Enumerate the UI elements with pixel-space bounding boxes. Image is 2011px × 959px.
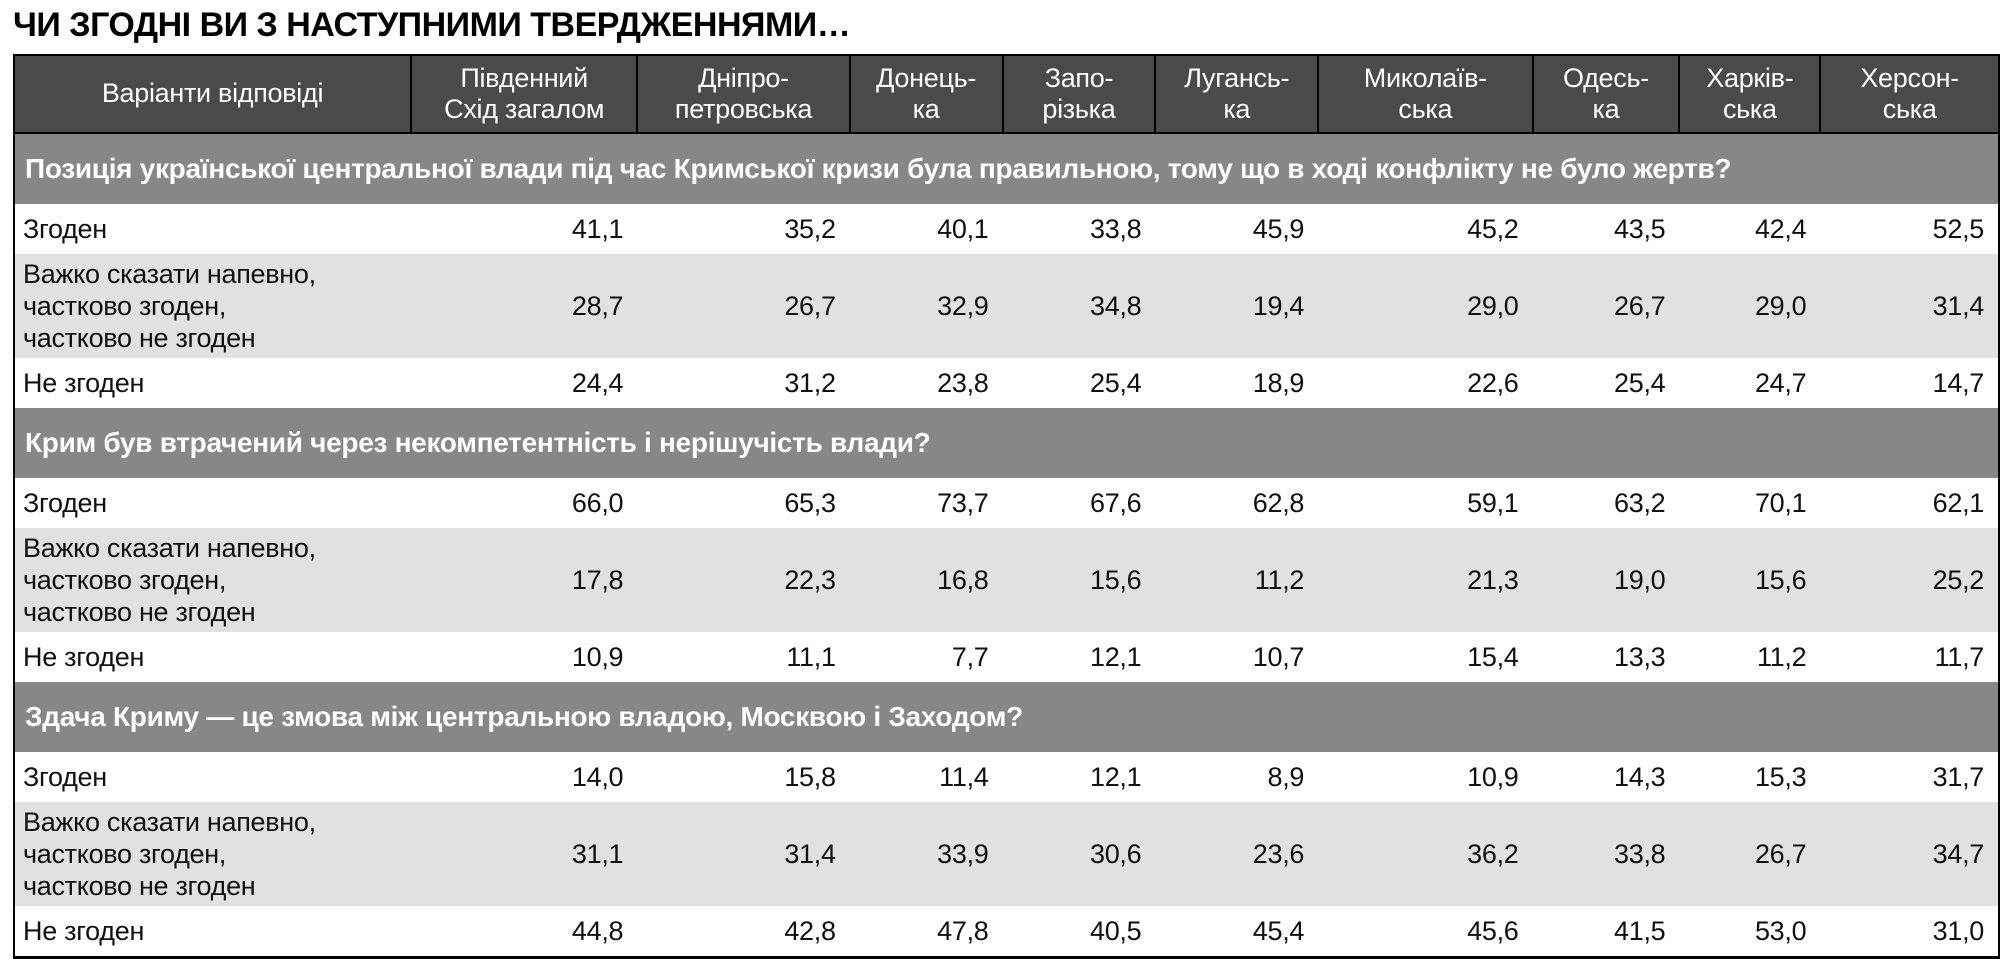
label-line: Не згоден [23, 368, 145, 398]
section-question: Крим був втрачений через некомпетентність і нерішучість влади? [14, 408, 1999, 478]
table-row [14, 254, 1999, 358]
header-cell-zaporizka [1003, 55, 1156, 133]
table-row [14, 528, 1999, 632]
value-cell: 31,0 [1820, 906, 1999, 958]
answer-label-cell [14, 906, 411, 958]
value-cell: 47,8 [850, 906, 1003, 958]
header-line: Донець- [876, 62, 977, 93]
value-cell: 24,7 [1679, 358, 1820, 408]
header-cell-luhanska [1155, 55, 1318, 133]
value-cell: 45,9 [1155, 204, 1318, 254]
header-line: Дніпро- [698, 62, 789, 93]
value-cell: 31,1 [411, 802, 637, 906]
value-cell: 21,3 [1318, 528, 1532, 632]
header-cell-dnipropetrovska [637, 55, 849, 133]
value-cell: 15,6 [1003, 528, 1156, 632]
answer-label-cell [14, 478, 411, 528]
value-cell: 7,7 [850, 632, 1003, 682]
table-row [14, 802, 1999, 906]
value-cell: 40,1 [850, 204, 1003, 254]
section-question: Позиція української центральної влади під час Кримської кризи була правильною, тому що в ході конфлікту не було жертв? [14, 133, 1999, 204]
label-line: Не згоден [23, 642, 145, 672]
answer-label-cell [14, 752, 411, 802]
survey-table [13, 54, 2000, 959]
header-line: ка [1223, 94, 1251, 124]
label-line: Згоден [23, 488, 107, 518]
value-cell: 34,7 [1820, 802, 1999, 906]
value-cell: 45,2 [1318, 204, 1532, 254]
value-cell: 52,5 [1820, 204, 1999, 254]
value-cell: 15,8 [637, 752, 849, 802]
section-question-row [14, 682, 1999, 752]
value-cell: 40,5 [1003, 906, 1156, 958]
value-cell: 63,2 [1533, 478, 1680, 528]
header-line: Миколаїв- [1363, 62, 1487, 93]
table-row [14, 478, 1999, 528]
value-cell: 11,7 [1820, 632, 1999, 682]
header-line: різька [1042, 94, 1116, 124]
value-cell: 10,9 [411, 632, 637, 682]
value-cell: 31,7 [1820, 752, 1999, 802]
value-cell: 53,0 [1679, 906, 1820, 958]
value-cell: 44,8 [411, 906, 637, 958]
label-line: Не згоден [23, 916, 145, 946]
page [0, 6, 2011, 959]
value-cell: 66,0 [411, 478, 637, 528]
header-line: Харків- [1706, 62, 1794, 93]
answer-label-cell [14, 254, 411, 358]
header-line: ська [1722, 94, 1777, 124]
value-cell: 33,8 [1003, 204, 1156, 254]
answer-label-cell [14, 802, 411, 906]
value-cell: 41,1 [411, 204, 637, 254]
answer-label-cell [14, 632, 411, 682]
header-cell-answer-options [14, 55, 411, 133]
header-cell-khersonska [1820, 55, 1999, 133]
table-row [14, 632, 1999, 682]
header-line: ка [1592, 94, 1620, 124]
label-line: Важко сказати напевно, [23, 807, 316, 837]
value-cell: 67,6 [1003, 478, 1156, 528]
header-cell-kharkivska [1679, 55, 1820, 133]
label-line: частково згоден, [23, 839, 227, 869]
header-line: Схід загалом [444, 94, 605, 124]
value-cell: 15,3 [1679, 752, 1820, 802]
table-row [14, 906, 1999, 958]
value-cell: 25,4 [1003, 358, 1156, 408]
value-cell: 15,4 [1318, 632, 1532, 682]
value-cell: 19,4 [1155, 254, 1318, 358]
value-cell: 8,9 [1155, 752, 1318, 802]
label-line: частково не згоден [23, 323, 256, 353]
value-cell: 35,2 [637, 204, 849, 254]
value-cell: 12,1 [1003, 632, 1156, 682]
value-cell: 43,5 [1533, 204, 1680, 254]
value-cell: 10,9 [1318, 752, 1532, 802]
value-cell: 31,4 [1820, 254, 1999, 358]
header-line: Варіанти відповіді [101, 78, 324, 109]
value-cell: 22,6 [1318, 358, 1532, 408]
value-cell: 25,2 [1820, 528, 1999, 632]
value-cell: 11,4 [850, 752, 1003, 802]
header-line: ська [1882, 94, 1937, 124]
value-cell: 10,7 [1155, 632, 1318, 682]
value-cell: 32,9 [850, 254, 1003, 358]
header-cell-odeska [1533, 55, 1680, 133]
section-question-row [14, 133, 1999, 204]
label-line: частково не згоден [23, 597, 256, 627]
value-cell: 42,4 [1679, 204, 1820, 254]
value-cell: 42,8 [637, 906, 849, 958]
header-line: Лугансь- [1184, 62, 1290, 93]
value-cell: 18,9 [1155, 358, 1318, 408]
value-cell: 59,1 [1318, 478, 1532, 528]
value-cell: 29,0 [1318, 254, 1532, 358]
page-title: ЧИ ЗГОДНІ ВИ З НАСТУПНИМИ ТВЕРДЖЕННЯМИ… [13, 6, 851, 44]
value-cell: 14,3 [1533, 752, 1680, 802]
label-line: частково згоден, [23, 565, 227, 595]
value-cell: 26,7 [637, 254, 849, 358]
value-cell: 12,1 [1003, 752, 1156, 802]
label-line: частково не згоден [23, 871, 256, 901]
section-question-row [14, 408, 1999, 478]
value-cell: 23,8 [850, 358, 1003, 408]
header-line: Херсон- [1860, 62, 1959, 93]
value-cell: 28,7 [411, 254, 637, 358]
value-cell: 11,1 [637, 632, 849, 682]
label-line: Згоден [23, 214, 107, 244]
header-cell-donetska [850, 55, 1003, 133]
label-line: Важко сказати напевно, [23, 259, 316, 289]
label-line: частково згоден, [23, 291, 227, 321]
value-cell: 24,4 [411, 358, 637, 408]
value-cell: 45,6 [1318, 906, 1532, 958]
answer-label-cell [14, 528, 411, 632]
header-line: Одесь- [1562, 62, 1649, 93]
value-cell: 73,7 [850, 478, 1003, 528]
value-cell: 11,2 [1155, 528, 1318, 632]
header-row [14, 55, 1999, 133]
value-cell: 17,8 [411, 528, 637, 632]
header-cell-southeast-total [411, 55, 637, 133]
header-line: Запо- [1044, 62, 1114, 93]
value-cell: 65,3 [637, 478, 849, 528]
value-cell: 31,4 [637, 802, 849, 906]
value-cell: 19,0 [1533, 528, 1680, 632]
value-cell: 16,8 [850, 528, 1003, 632]
value-cell: 30,6 [1003, 802, 1156, 906]
label-line: Згоден [23, 762, 107, 792]
value-cell: 29,0 [1679, 254, 1820, 358]
value-cell: 23,6 [1155, 802, 1318, 906]
header-line: ка [912, 94, 940, 124]
table-row [14, 752, 1999, 802]
value-cell: 33,9 [850, 802, 1003, 906]
answer-label-cell [14, 204, 411, 254]
value-cell: 70,1 [1679, 478, 1820, 528]
value-cell: 15,6 [1679, 528, 1820, 632]
value-cell: 14,0 [411, 752, 637, 802]
header-cell-mykolaivska [1318, 55, 1532, 133]
value-cell: 22,3 [637, 528, 849, 632]
value-cell: 31,2 [637, 358, 849, 408]
table-body [14, 133, 1999, 958]
value-cell: 25,4 [1533, 358, 1680, 408]
value-cell: 41,5 [1533, 906, 1680, 958]
table-row [14, 204, 1999, 254]
value-cell: 34,8 [1003, 254, 1156, 358]
value-cell: 62,1 [1820, 478, 1999, 528]
section-question: Здача Криму — це змова між центральною владою, Москвою і Заходом? [14, 682, 1999, 752]
header-line: ська [1398, 94, 1453, 124]
header-line: Південний [460, 62, 588, 93]
value-cell: 33,8 [1533, 802, 1680, 906]
value-cell: 36,2 [1318, 802, 1532, 906]
header-line: петровська [674, 94, 813, 124]
table-header [14, 55, 1999, 133]
value-cell: 11,2 [1679, 632, 1820, 682]
answer-label-cell [14, 358, 411, 408]
value-cell: 45,4 [1155, 906, 1318, 958]
value-cell: 26,7 [1533, 254, 1680, 358]
value-cell: 14,7 [1820, 358, 1999, 408]
value-cell: 26,7 [1679, 802, 1820, 906]
label-line: Важко сказати напевно, [23, 533, 316, 563]
table-row [14, 358, 1999, 408]
value-cell: 62,8 [1155, 478, 1318, 528]
value-cell: 13,3 [1533, 632, 1680, 682]
